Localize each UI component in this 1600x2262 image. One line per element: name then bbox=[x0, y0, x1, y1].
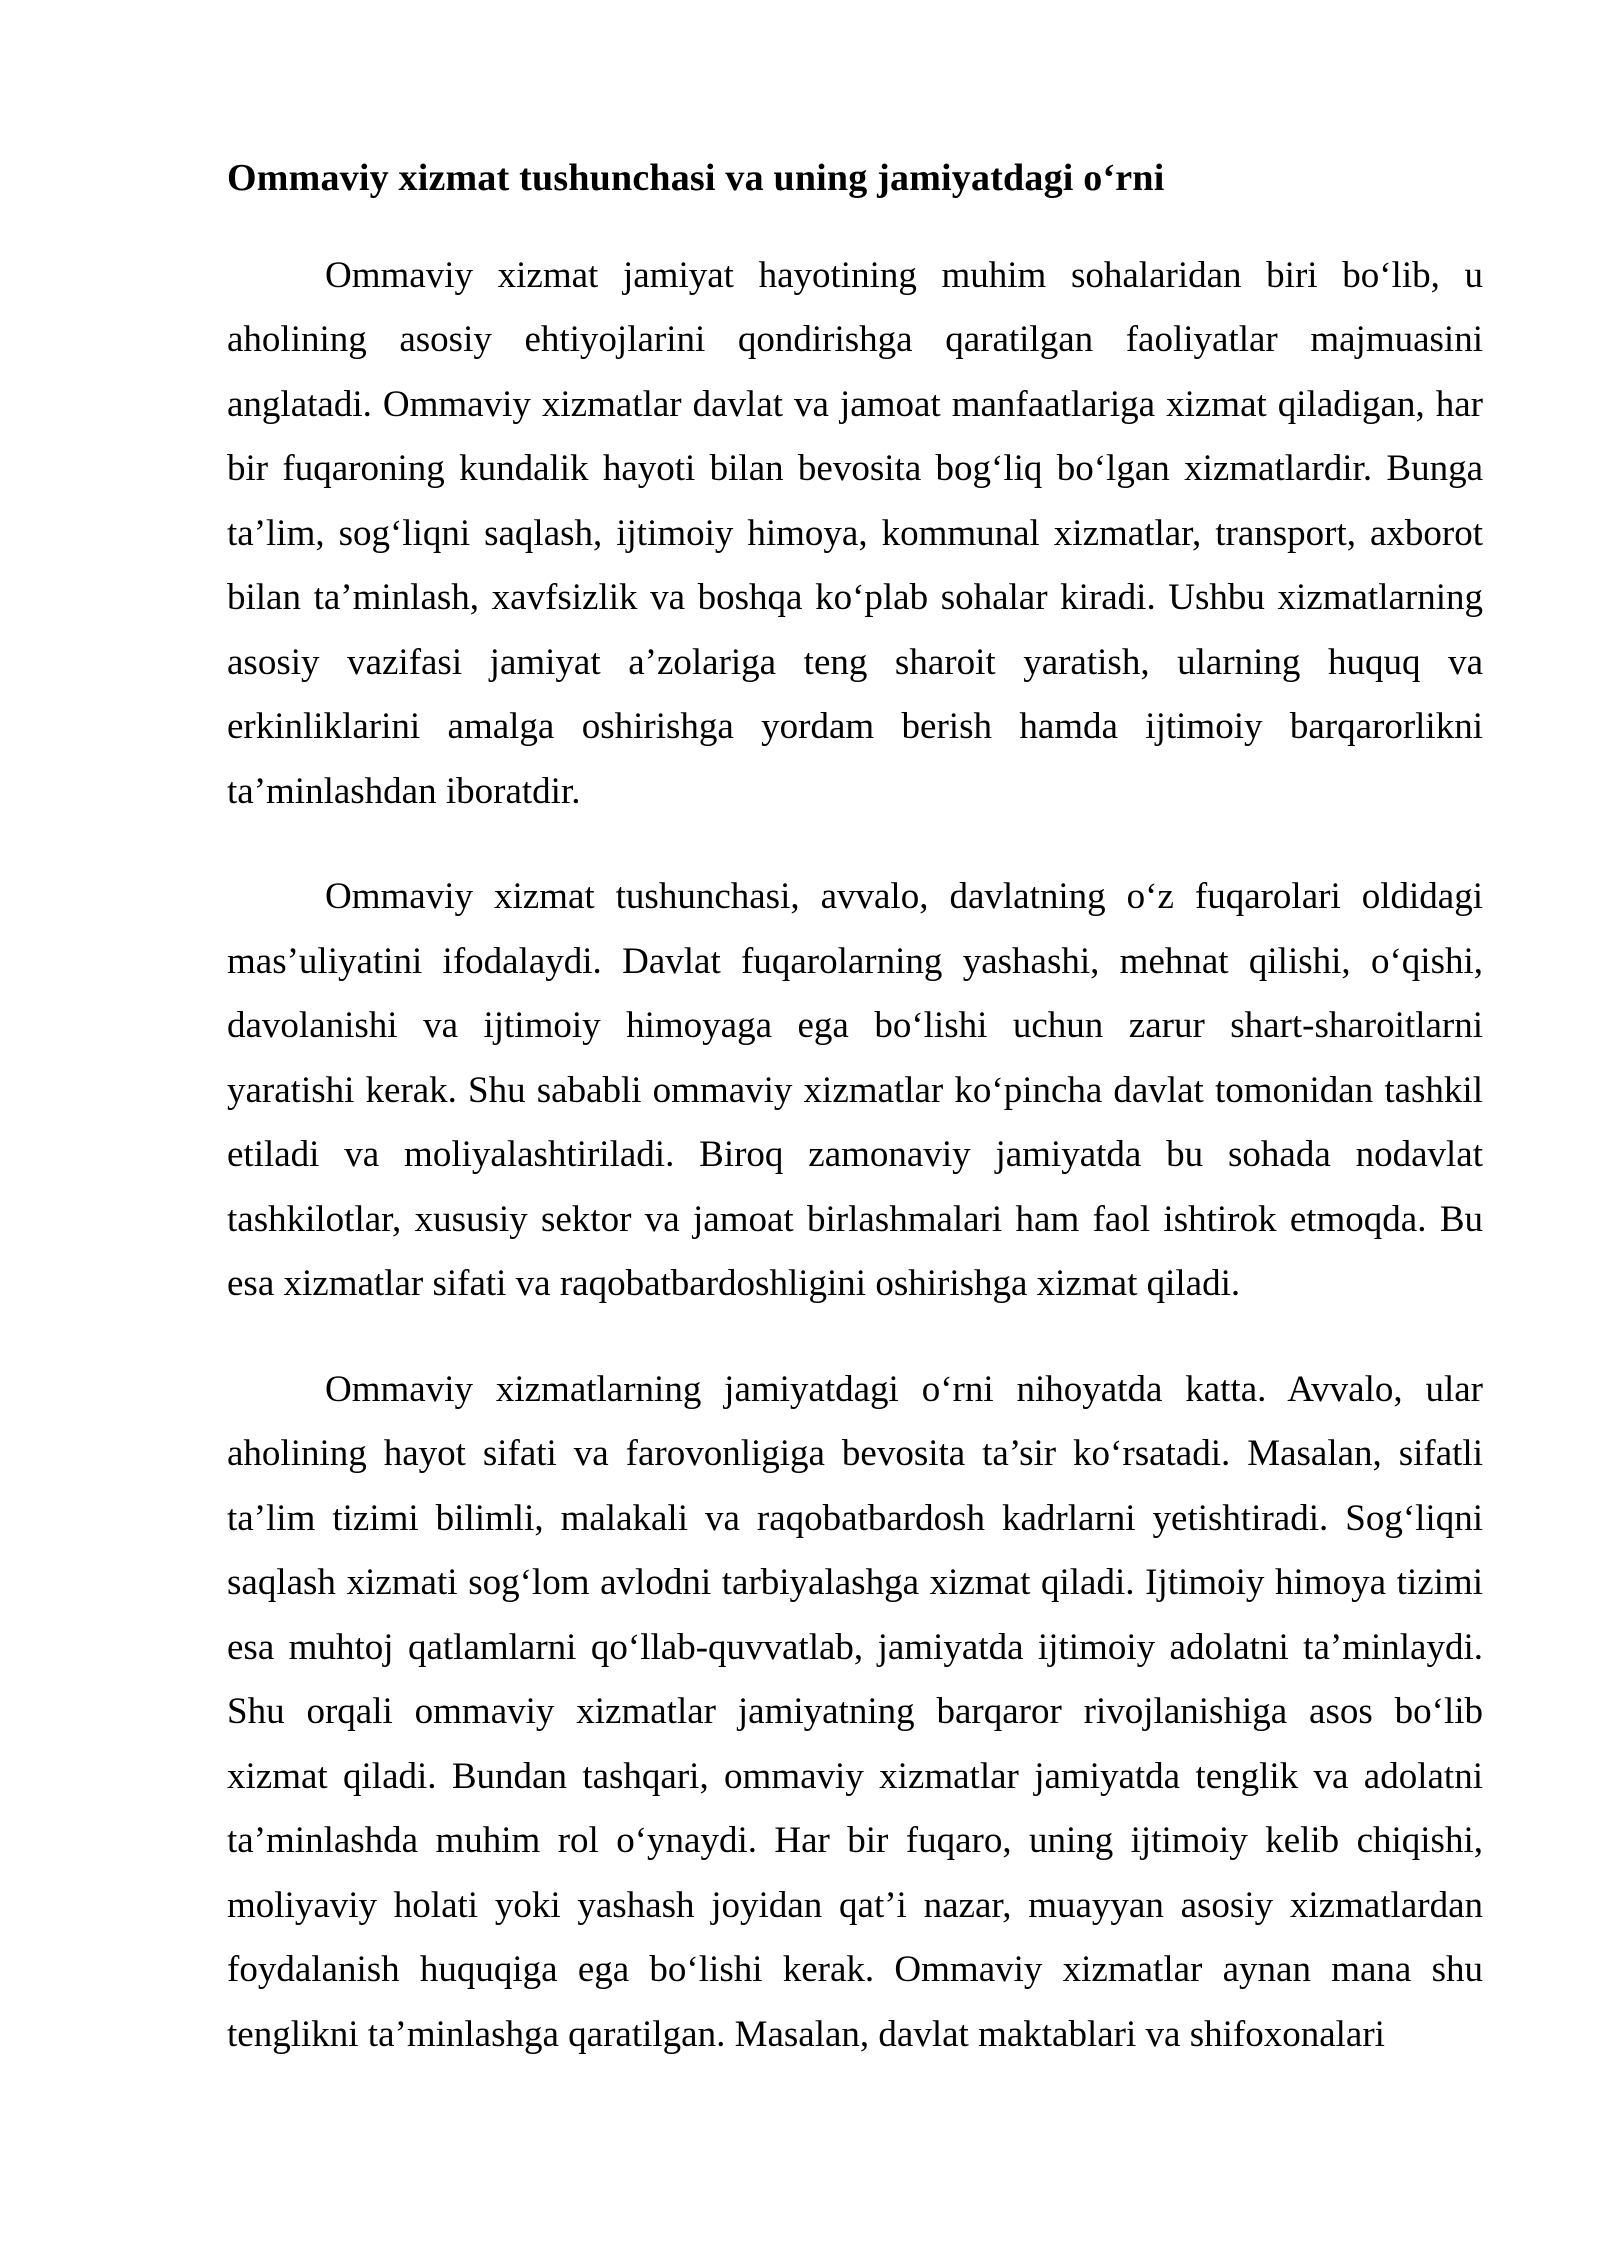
text-line: Ommaviy xizmat jamiyat hayotining muhim sohalaridan biri bo‘lib, u bbox=[325, 254, 1483, 296]
text-line: esa xizmatlar sifati va raqobatbardoshligini oshirishga xizmat qiladi. bbox=[227, 1263, 1241, 1304]
text-line: bir fuqaroning kundalik hayoti bilan bevosita bog‘liq bo‘lgan xizmatlardir. Bunga bbox=[227, 448, 1483, 489]
text-line: saqlash xizmati sog‘lom avlodni tarbiyalashga xizmat qiladi. Ijtimoiy himoya tizimi bbox=[227, 1562, 1483, 1603]
document-title: Ommaviy xizmat tushunchasi va uning jamiyatdagi o‘rni bbox=[227, 157, 1165, 199]
text-line: ta’lim, sog‘liqni saqlash, ijtimoiy himoya, kommunal xizmatlar, transport, axborot bbox=[227, 512, 1483, 554]
text-line: asosiy vazifasi jamiyat a’zolariga teng sharoit yaratish, ularning huquq va bbox=[227, 641, 1483, 683]
text-line: moliyaviy holati yoki yashash joyidan qat’i nazar, muayyan asosiy xizmatlardan bbox=[227, 1884, 1483, 1926]
paragraph bbox=[227, 865, 1483, 1317]
text-line: ta’minlashda muhim rol o‘ynaydi. Har bir fuqaro, uning ijtimoiy kelib chiqishi, bbox=[227, 1820, 1483, 1861]
text-line: ta’lim tizimi bilimli, malakali va raqobatbardosh kadrlarni yetishtiradi. Sog‘liqni bbox=[227, 1497, 1483, 1539]
text-line: aholining asosiy ehtiyojlarini qondirishga qaratilgan faoliyatlar majmuasini bbox=[227, 319, 1483, 360]
text-line: Shu orqali ommaviy xizmatlar jamiyatning barqaror rivojlanishiga asos bo‘lib bbox=[227, 1691, 1483, 1732]
text-line: erkinliklarini amalga oshirishga yordam berish hamda ijtimoiy barqarorlikni bbox=[227, 706, 1483, 747]
text-line: Ommaviy xizmatlarning jamiyatdagi o‘rni nihoyatda katta. Avvalo, ular bbox=[325, 1368, 1483, 1410]
text-line: etiladi va moliyalashtiriladi. Biroq zamonaviy jamiyatda bu sohada nodavlat bbox=[227, 1134, 1483, 1175]
text-line: davolanishi va ijtimoiy himoyaga ega bo‘lishi uchun zarur shart-sharoitlarni bbox=[227, 1005, 1483, 1046]
text-line: ta’minlashdan iboratdir. bbox=[227, 770, 581, 812]
text-line: anglatadi. Ommaviy xizmatlar davlat va jamoat manfaatlariga xizmat qiladigan, har bbox=[227, 383, 1483, 425]
document-body bbox=[227, 244, 1483, 2068]
text-line: tenglikni ta’minlashga qaratilgan. Masalan, davlat maktablari va shifoxonalari bbox=[227, 2013, 1385, 2055]
text-line: yaratishi kerak. Shu sababli ommaviy xizmatlar ko‘pincha davlat tomonidan tashkil bbox=[227, 1069, 1483, 1111]
paragraph bbox=[227, 244, 1483, 825]
text-line: mas’uliyatini ifodalaydi. Davlat fuqarolarning yashashi, mehnat qilishi, o‘qishi, bbox=[227, 940, 1483, 982]
text-line: esa muhtoj qatlamlarni qo‘llab-quvvatlab, jamiyatda ijtimoiy adolatni ta’minlaydi. bbox=[227, 1626, 1483, 1668]
text-line: foydalanish huquqiga ega bo‘lishi kerak. Ommaviy xizmatlar aynan mana shu bbox=[227, 1949, 1483, 1990]
text-line: Ommaviy xizmat tushunchasi, avvalo, davlatning o‘z fuqarolari oldidagi bbox=[325, 876, 1483, 917]
text-line: xizmat qiladi. Bundan tashqari, ommaviy xizmatlar jamiyatda tenglik va adolatni bbox=[227, 1755, 1483, 1797]
paragraph bbox=[227, 1358, 1483, 2068]
text-line: bilan ta’minlash, xavfsizlik va boshqa ko‘plab sohalar kiradi. Ushbu xizmatlarning bbox=[227, 577, 1483, 618]
text-line: tashkilotlar, xususiy sektor va jamoat birlashmalari ham faol ishtirok etmoqda. Bu bbox=[227, 1198, 1483, 1240]
text-line: aholining hayot sifati va farovonligiga bevosita ta’sir ko‘rsatadi. Masalan, sifatli bbox=[227, 1433, 1483, 1474]
